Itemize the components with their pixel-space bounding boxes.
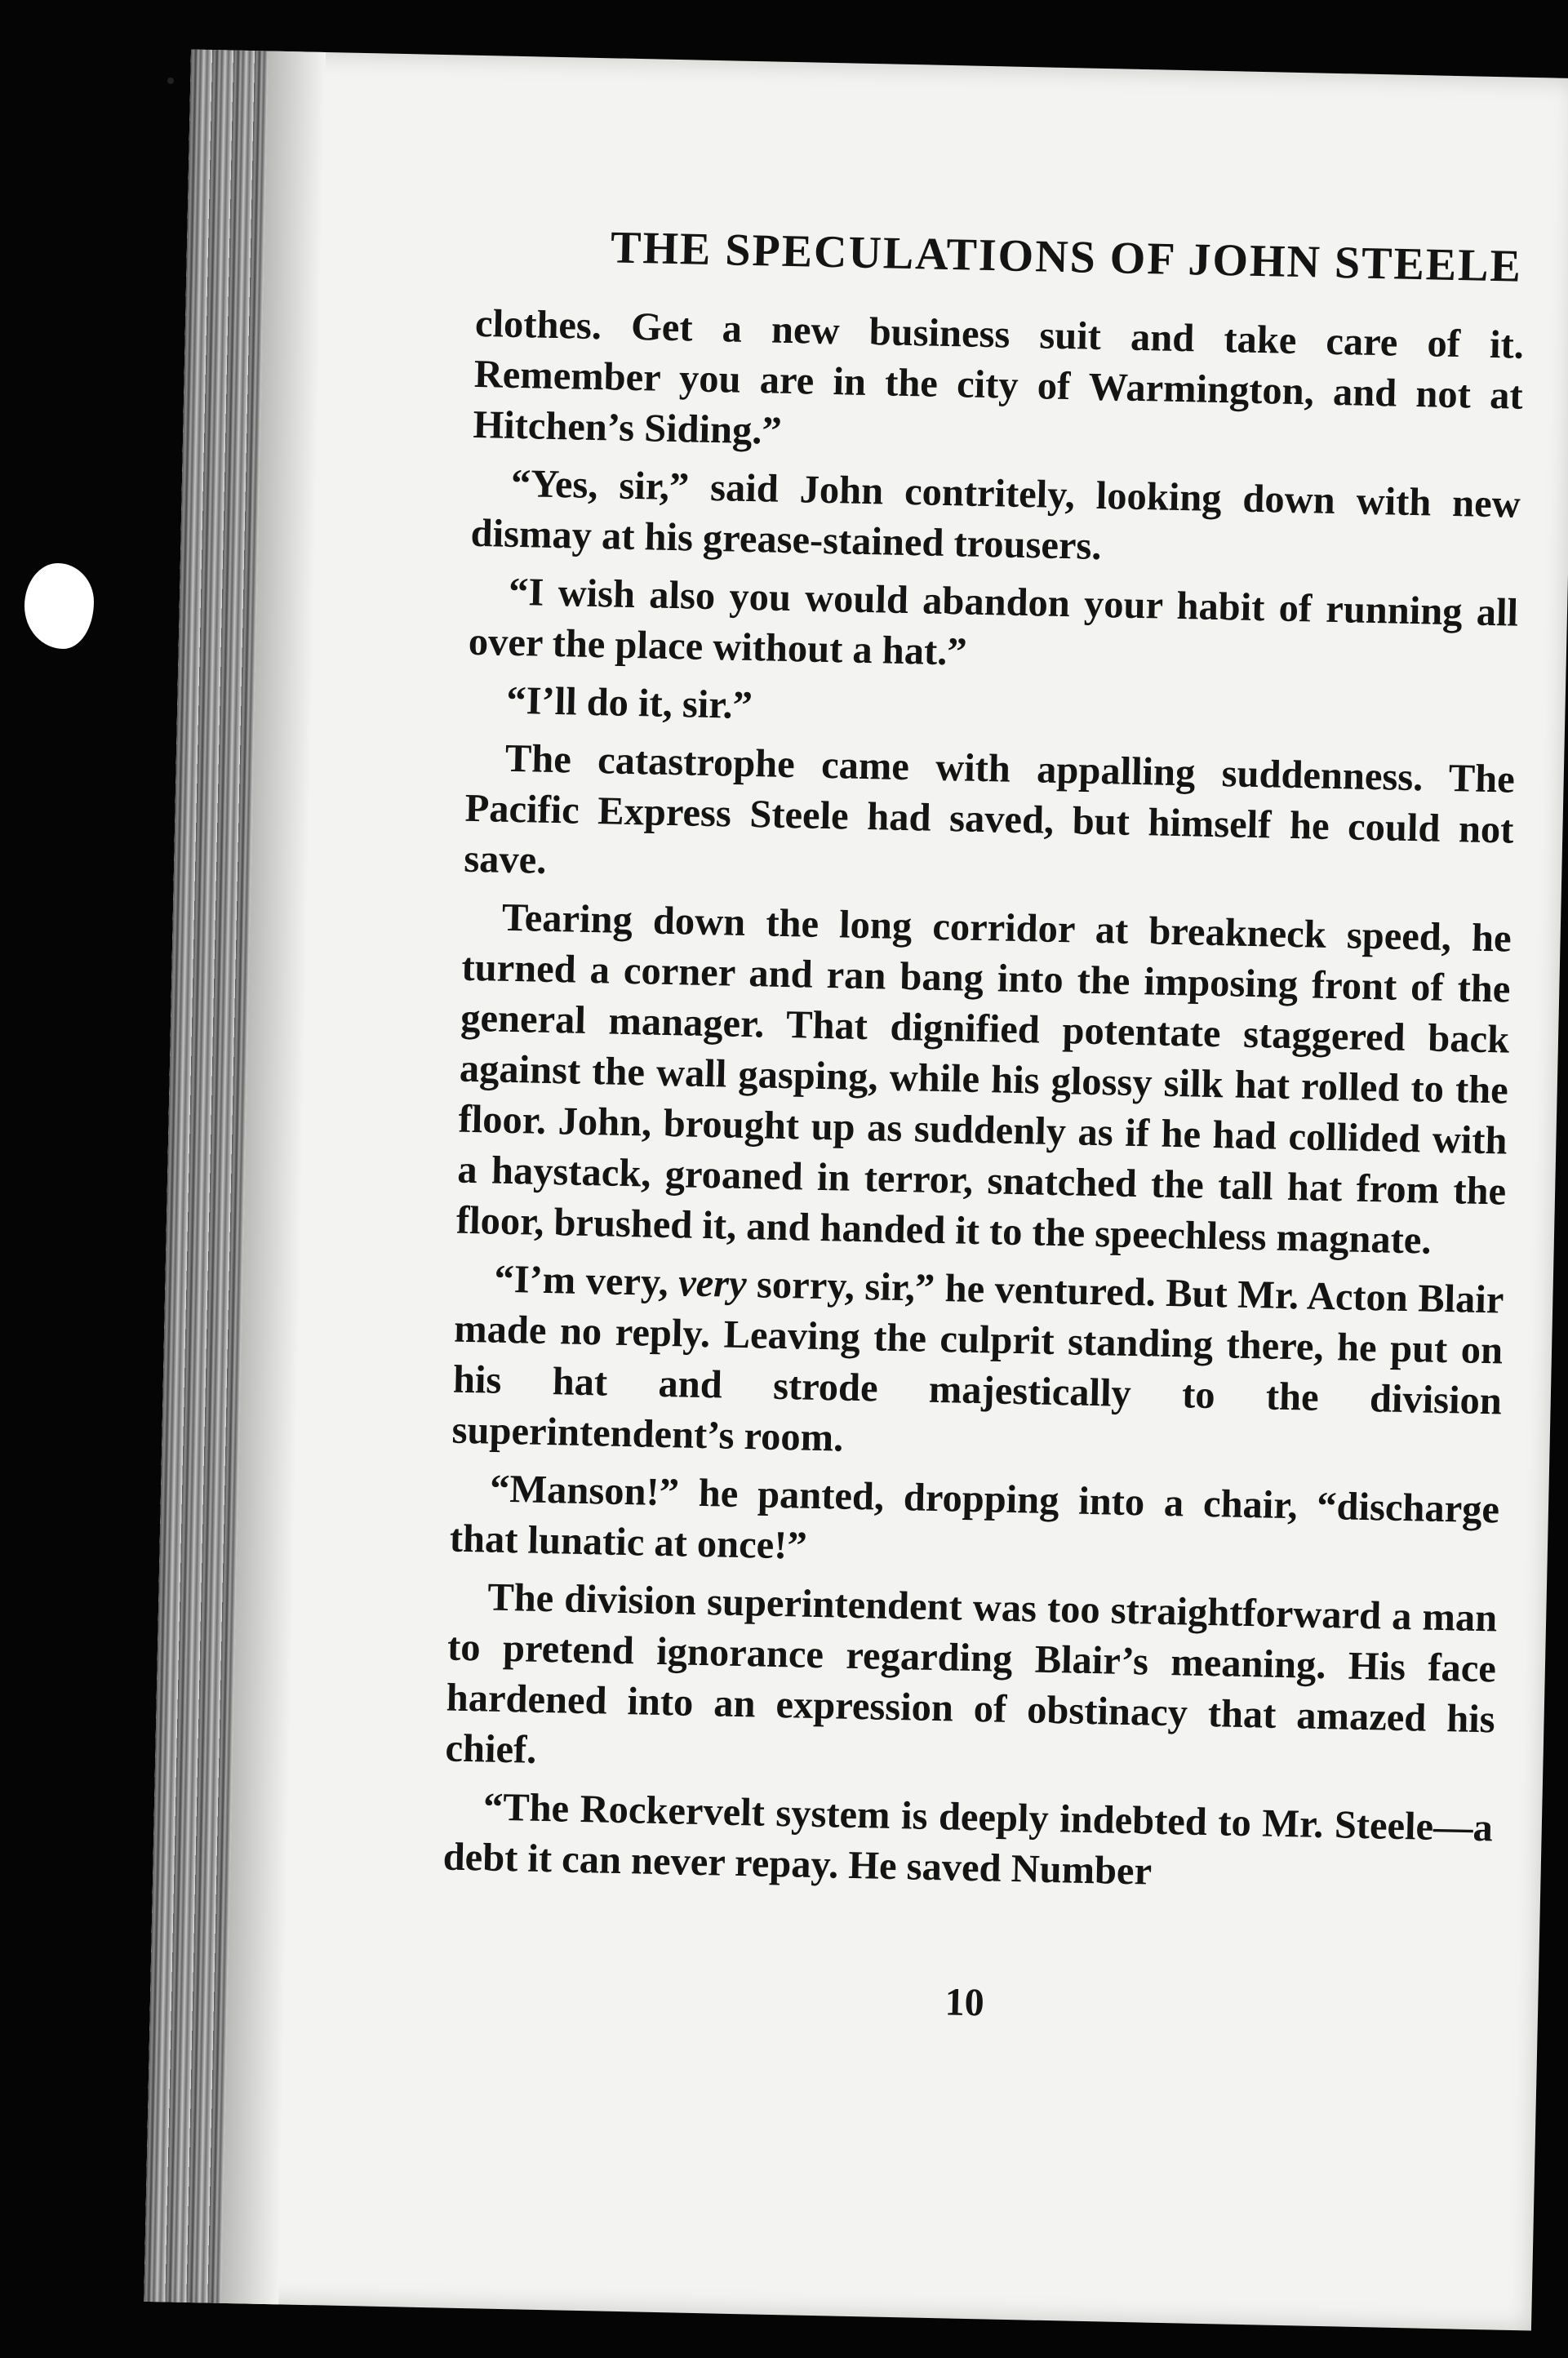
- book-page: [144, 50, 1568, 2331]
- paragraph: “The Rockervelt system is deeply indebted to Mr. Steele—a debt it can never repay. He saved Number: [442, 1785, 1494, 1894]
- paragraph: clothes. Get a new business suit and take care of it. Remember you are in the city of Warmington, and not at Hitchen’s Siding.”: [472, 301, 1525, 453]
- paragraph: The division superintendent was too straightforward a man to pretend ignorance regarding Blair’s meaning. His face hardened into an expression of obstinacy that amazed his chief.: [445, 1575, 1498, 1772]
- paragraph: The catastrophe came with appalling suddenness. The Pacific Express Steele had saved, but himself he could not save.: [463, 736, 1516, 882]
- paragraph: “I’ll do it, sir.”: [505, 678, 753, 728]
- paragraph: “Yes, sir,” said John contritely, looking down with new dismay at his grease-stained trousers.: [470, 461, 1521, 568]
- paragraph: Tearing down the long corridor at breakneck speed, he turned a corner and ran bang into the imposing front of the general manager. That dignified potentate staggered back against the wall gasping, while his glossy silk hat rolled to the floor. John, brought up as suddenly as if he had collided with a haystack, groaned in terror, snatched the tall hat from the floor, brushed it, and handed it to the speechless magnate.: [455, 895, 1512, 1263]
- paragraph: “I wish also you would abandon your habit of running all over the place without a hat.”: [468, 570, 1519, 674]
- page-number: 10: [944, 1980, 985, 2025]
- paragraph: “I’m very, very sorry, sir,” he ventured. But Mr. Acton Blair made no reply. Leaving the culprit standing there, he put on his hat and strode majestically to the division superintendent’s room.: [451, 1257, 1504, 1460]
- text-block: [442, 56, 1568, 2025]
- paragraph: “Manson!” he panted, dropping into a chair, “discharge that lunatic at once!”: [449, 1467, 1500, 1568]
- paper-blot: [24, 563, 94, 649]
- speck: [167, 78, 174, 84]
- body-text: [442, 299, 1525, 1912]
- emphasis: very: [677, 1261, 748, 1307]
- running-head: THE SPECULATIONS OF JOHN STEELE: [610, 222, 1523, 292]
